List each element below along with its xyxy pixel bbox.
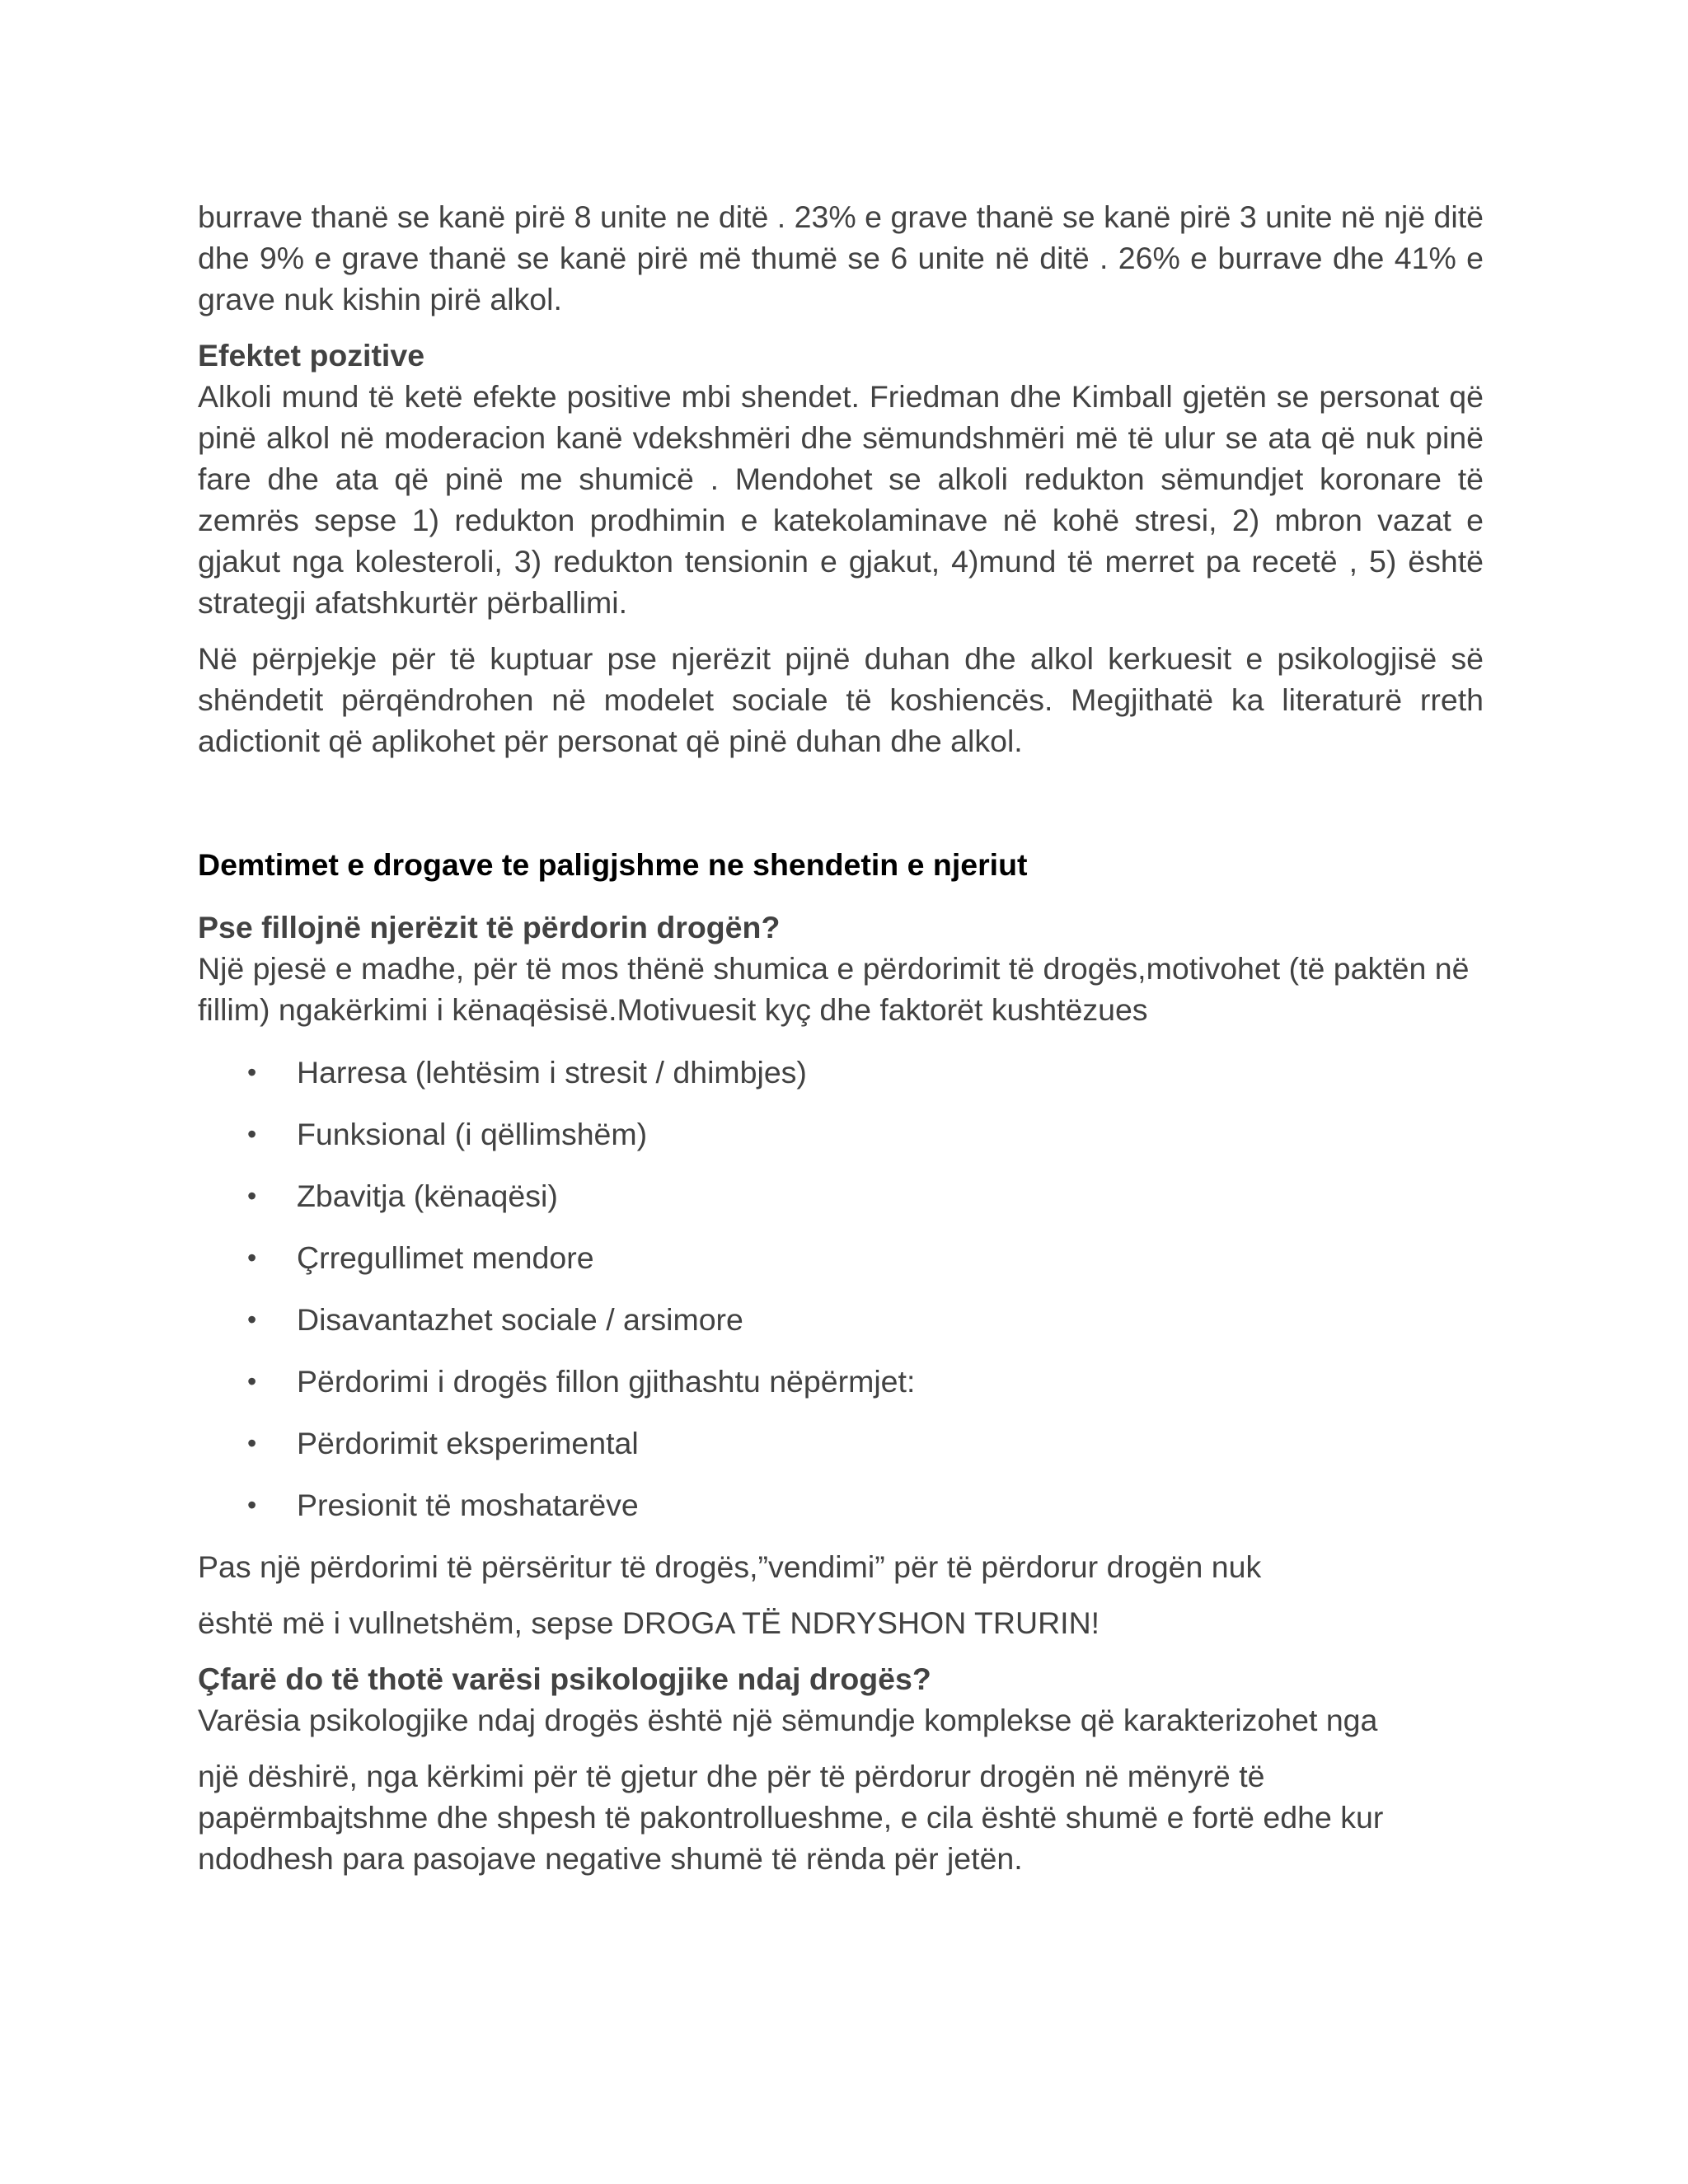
- research-paragraph: Në përpjekje për të kuptuar pse njerëzit pijnë duhan dhe alkol kerkuesit e psikologjisë së shëndetit përqëndrohen në modelet sociale të koshiencës. Megjithatë ka literaturë rreth adictionit që aplikohet për personat që pinë duhan dhe alkol.: [198, 641, 1484, 758]
- list-item: • Përdorimit eksperimental: [198, 1422, 1484, 1464]
- document-page: [198, 196, 1484, 1879]
- why-paragraph: Një pjesë e madhe, për të mos thënë shumica e përdorimit të drogës,motivohet (të paktën në fillim) ngakërkimi i kënaqësisë.Motivuesit kyç dhe faktorët kushtëzues: [198, 951, 1470, 1027]
- dependence-paragraph: një dëshirë, nga kërkimi për të gjetur dhe për të përdorur drogën në mënyrë të papërmbajtshme dhe shpesh të pakontrollueshme, e cila është shumë e fortë edhe kur ndodhesh para pasojave negative shumë të rënda për jetën.: [198, 1759, 1384, 1876]
- after-line-2: është më i vullnetshëm, sepse DROGA TË NDRYSHON TRURIN!: [198, 1605, 1100, 1640]
- motivators-list: [198, 1052, 1484, 1526]
- after-line-1: Pas një përdorimi të përsëritur të drogës,”vendimi” për të përdorur drogën nuk: [198, 1549, 1262, 1584]
- why-heading: Pse fillojnë njerëzit të përdorin drogën?: [198, 910, 781, 944]
- list-item: • Harresa (lehtësim i stresit / dhimbjes): [198, 1052, 1484, 1093]
- dependence-line: Varësia psikologjike ndaj drogës është një sëmundje komplekse që karakterizohet nga: [198, 1703, 1378, 1737]
- dependence-heading: Çfarë do të thotë varësi psikologjike ndaj drogës?: [198, 1661, 931, 1696]
- section-heading: Demtimet e drogave te paligjshme ne shendetin e njeriut: [198, 847, 1028, 882]
- positive-effects-heading: Efektet pozitive: [198, 338, 425, 373]
- intro-paragraph: burrave thanë se kanë pirë 8 unite ne ditë . 23% e grave thanë se kanë pirë 3 unite në një ditë dhe 9% e grave thanë se kanë pirë më thumë se 6 unite në ditë . 26% e burrave dhe 41% e grave nuk kishin pirë alkol.: [198, 199, 1484, 316]
- list-item: • Çrregullimet mendore: [198, 1237, 1484, 1278]
- list-item: • Disavantazhet sociale / arsimore: [198, 1299, 1484, 1340]
- list-item: • Presionit të moshatarëve: [198, 1484, 1484, 1526]
- list-item: • Përdorimi i drogës fillon gjithashtu nëpërmjet:: [198, 1361, 1484, 1402]
- list-item: • Zbavitja (kënaqësi): [198, 1175, 1484, 1216]
- list-item: • Funksional (i qëllimshëm): [198, 1113, 1484, 1155]
- positive-effects-paragraph: Alkoli mund të ketë efekte positive mbi shendet. Friedman dhe Kimball gjetën se personat që pinë alkol në moderacion kanë vdekshmëri dhe sëmundshmëri më të ulur se ata që nuk pinë fare dhe ata që pinë me shumicë . Mendohet se alkoli redukton sëmundjet koronare të zemrës sepse 1) redukton prodhimin e katekolaminave në kohë stresi, 2) mbron vazat e gjakut nga kolesteroli, 3) redukton tensionin e gjakut, 4)mund të merret pa recetë , 5) është strategji afatshkurtër përballimi.: [198, 379, 1484, 620]
